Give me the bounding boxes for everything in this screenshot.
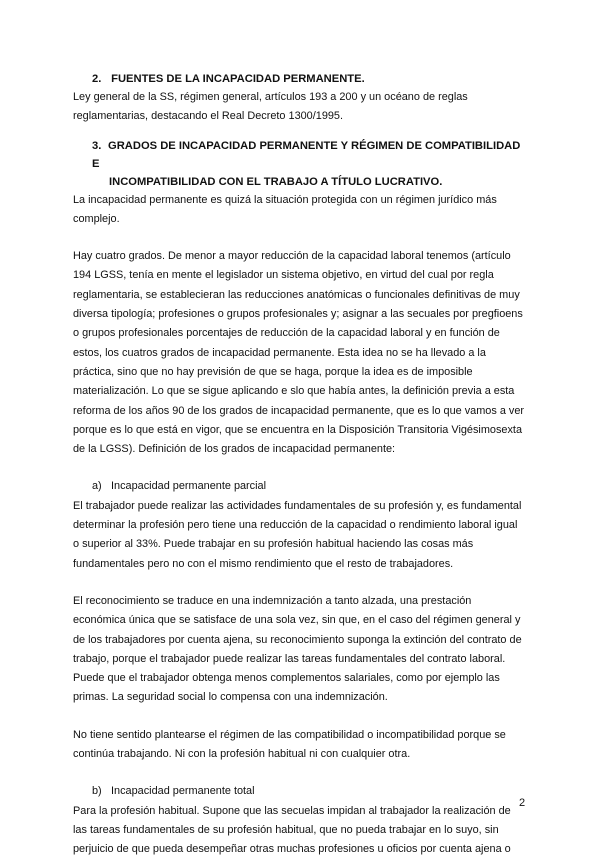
subsection-a-paragraph-2: El reconocimiento se traduce en una indemnización a tanto alzada, una prestación económica única que se satisface de una sola vez, sin que, en el caso del régimen general y de los trabajadores por cuenta ajena, su reconocimiento suponga la extinción del contrato de trabajo, porque el trabajador puede realizar las tareas fundamentales del contrato laboral. Puede que el trabajador obtenga menos complementos salariales, como por ejemplo las primas. La seguridad social lo compensa con una indemnización. (73, 594, 522, 704)
section-3-title-line2: INCOMPATIBILIDAD CON EL TRABAJO A TÍTULO LUCRATIVO. (109, 175, 443, 188)
section-2-text: Ley general de la SS, régimen general, artículos 193 a 200 y un océano de reglas reglamentarias, destacando el Real Decreto 1300/1995. (73, 91, 468, 123)
subsection-a-title: Incapacidad permanente parcial (111, 480, 267, 493)
section-2-number: 2. (92, 73, 102, 85)
section-2-heading (73, 70, 525, 88)
section-3-paragraph: Hay cuatro grados. De menor a mayor reducción de la capacidad laboral tenemos (artículo 194 LGSS, tenía en mente el legislador un sistema objetivo, en virtud del cual por regla reglamentaria, se establecieran las reducciones anatómicas o funcionales definitivas de muy diversa tipología; profesiones o grupos profesionales y; asignar a las secuales por pregfioens o grupos profesionales porcentajes de reducción de la capacidad laboral y en función de estos, los cuatros grados de incapacidad permanente. Esta idea no se ha llevado a la práctica, sino que no hay previsión de que se haga, porque la idea es de imposible materialización. Lo que se sigue aplicando e slo que había antes, la definición previa a esta reforma de los años 90 de los grados de incapacidad permanente, que es lo que vamos a ver porque es lo que está en vigor, que se encuentra en la Disposición Transitoria Vigésimosexta de la LGSS). Definición de los grados de incapacidad permanente: (73, 250, 525, 456)
section-3-intro: La incapacidad permanente es quizá la situación protegida con un régimen jurídico más complejo. (73, 193, 497, 225)
subsection-a-paragraph-1: El trabajador puede realizar las actividades fundamentales de su profesión y, es fundamental determinar la profesión pero tiene una reducción de la capacidad o rendimiento laboral igual o superior al 33%. Puede trabajar en su profesión habitual haciendo las cosas más fundamentales pero no con el mismo rendimiento que el resto de trabajadores. (73, 499, 522, 570)
subsection-a-paragraph-3: No tiene sentido plantearse el régimen de las compatibilidad o incompatibilidad porque se continúa trabajando. Ni con la profesión habitual ni con cualquier otra. (73, 728, 506, 761)
subsection-a-label: a) (92, 480, 102, 493)
section-2-title: FUENTES DE LA INCAPACIDAD PERMANENTE. (111, 73, 365, 85)
subsection-b-heading (73, 782, 525, 801)
section-3-title-line1: GRADOS DE INCAPACIDAD PERMANENTE Y RÉGIMEN DE COMPATIBILIDAD E (92, 139, 521, 170)
subsection-b-title: Incapacidad permanente total (111, 785, 255, 798)
subsection-a-heading (73, 477, 525, 496)
section-3-number: 3. (92, 139, 102, 152)
subsection-b-paragraph-1: Para la profesión habitual. Supone que las secuelas impidan al trabajador la realización de las tareas fundamentales de su profesión habitual, que no pueda trabajar en lo suyo, sin perjuicio de que pueda desempeñar otras muchas profesiones u oficios por cuenta ajena o (73, 804, 511, 856)
document-page (73, 70, 525, 860)
subsection-b-label: b) (92, 785, 102, 798)
section-3-heading (73, 137, 525, 191)
page-number: 2 (519, 797, 526, 809)
